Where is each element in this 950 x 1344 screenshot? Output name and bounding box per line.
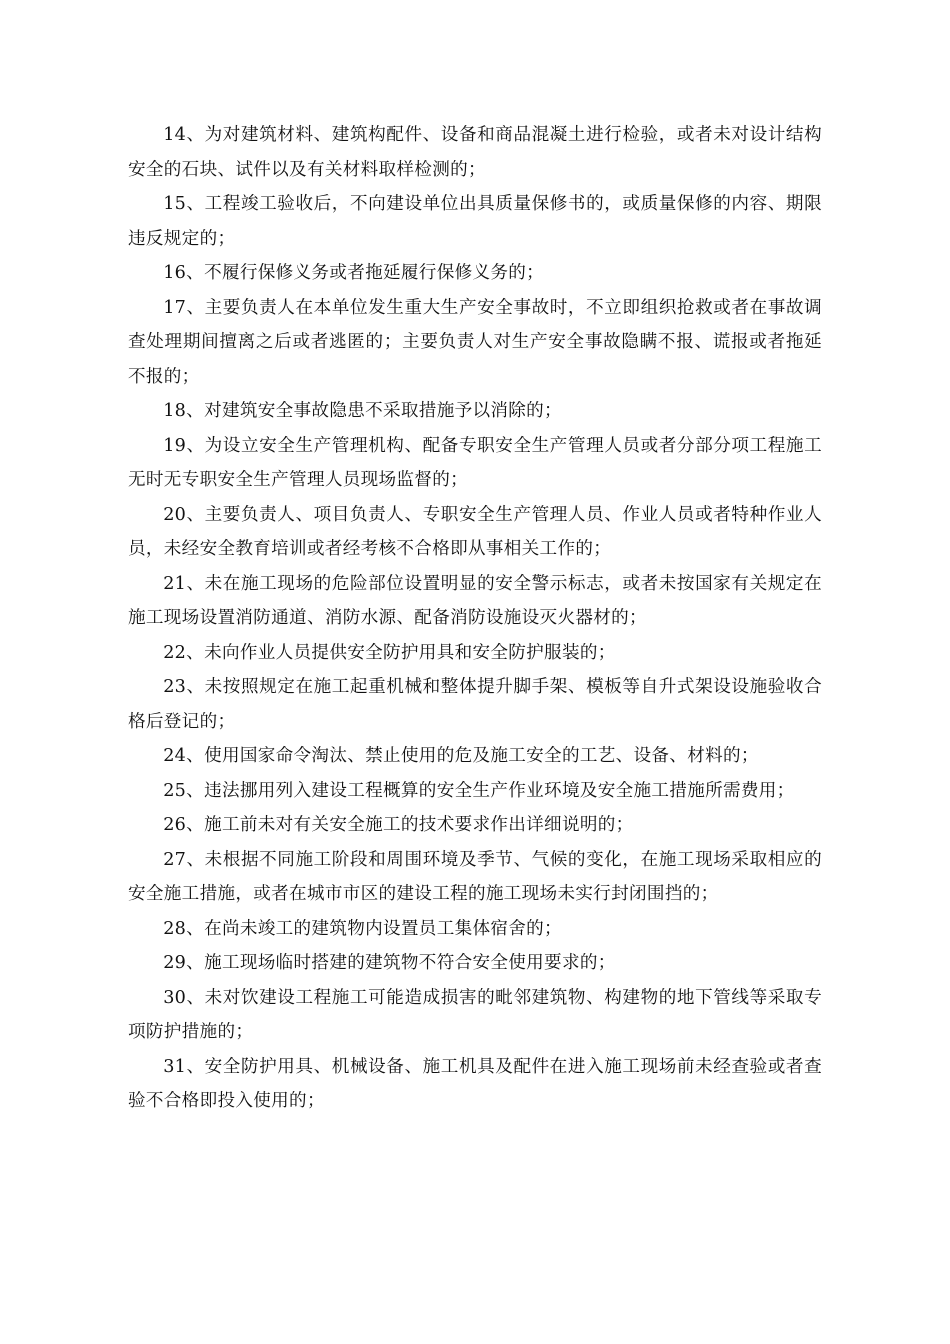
list-item-16: 16、不履行保修义务或者拖延履行保修义务的； [163, 263, 545, 283]
list-item-18: 18、对建筑安全事故隐患不采取措施予以消除的； [163, 401, 562, 421]
list-item-28: 28、在尚未竣工的建筑物内设置员工集体宿舍的； [163, 918, 562, 939]
list-item-25: 25、违法挪用列入建设工程概算的安全生产作业环境及安全施工措施所需费用； [163, 780, 795, 801]
list-item-15: 15、工程竣工验收后，不向建设单位出具质量保修书的，或质量保修的内容、期限违反规定的； [128, 194, 822, 249]
list-item-14: 14、为对建筑材料、建筑构配件、设备和商品混凝土进行检验，或者未对设计结构安全的石块、试件以及有关材料取样检测的； [128, 125, 822, 180]
list-item-27: 27、未根据不同施工阶段和周围环境及季节、气候的变化，在施工现场采取相应的安全施工措施，或者在城市市区的建设工程的施工现场未实行封闭围挡的； [128, 849, 822, 904]
list-item-22: 22、未向作业人员提供安全防护用具和安全防护服装的； [163, 642, 616, 663]
list-item-19: 19、为设立安全生产管理机构、配备专职安全生产管理人员或者分部分项工程施工无时无专职安全生产管理人员现场监督的； [128, 435, 822, 490]
document-body [128, 118, 822, 1119]
list-item-24: 24、使用国家命令淘汰、禁止使用的危及施工安全的工艺、设备、材料的； [163, 746, 759, 766]
list-item-17: 17、主要负责人在本单位发生重大生产安全事故时，不立即组织抢救或者在事故调查处理期间擅离之后或者逃匿的；主要负责人对生产安全事故隐瞒不报、谎报或者拖延不报的； [128, 297, 822, 387]
list-item-21: 21、未在施工现场的危险部位设置明显的安全警示标志，或者未按国家有关规定在施工现场设置消防通道、消防水源、配备消防设施设灭火器材的； [128, 573, 822, 628]
list-item-31: 31、安全防护用具、机械设备、施工机具及配件在进入施工现场前未经查验或者查验不合格即投入使用的； [128, 1056, 822, 1111]
list-item-20: 20、主要负责人、项目负责人、专职安全生产管理人员、作业人员或者特种作业人员，未经安全教育培训或者经考核不合格即从事相关工作的； [128, 504, 822, 559]
list-item-26: 26、施工前未对有关安全施工的技术要求作出详细说明的； [163, 815, 634, 835]
list-item-30: 30、未对饮建设工程施工可能造成损害的毗邻建筑物、构建物的地下管线等采取专项防护措施的； [128, 987, 822, 1042]
list-item-23: 23、未按照规定在施工起重机械和整体提升脚手架、模板等自升式架设设施验收合格后登记的； [128, 677, 822, 732]
list-item-29: 29、施工现场临时搭建的建筑物不符合安全使用要求的； [163, 953, 616, 973]
